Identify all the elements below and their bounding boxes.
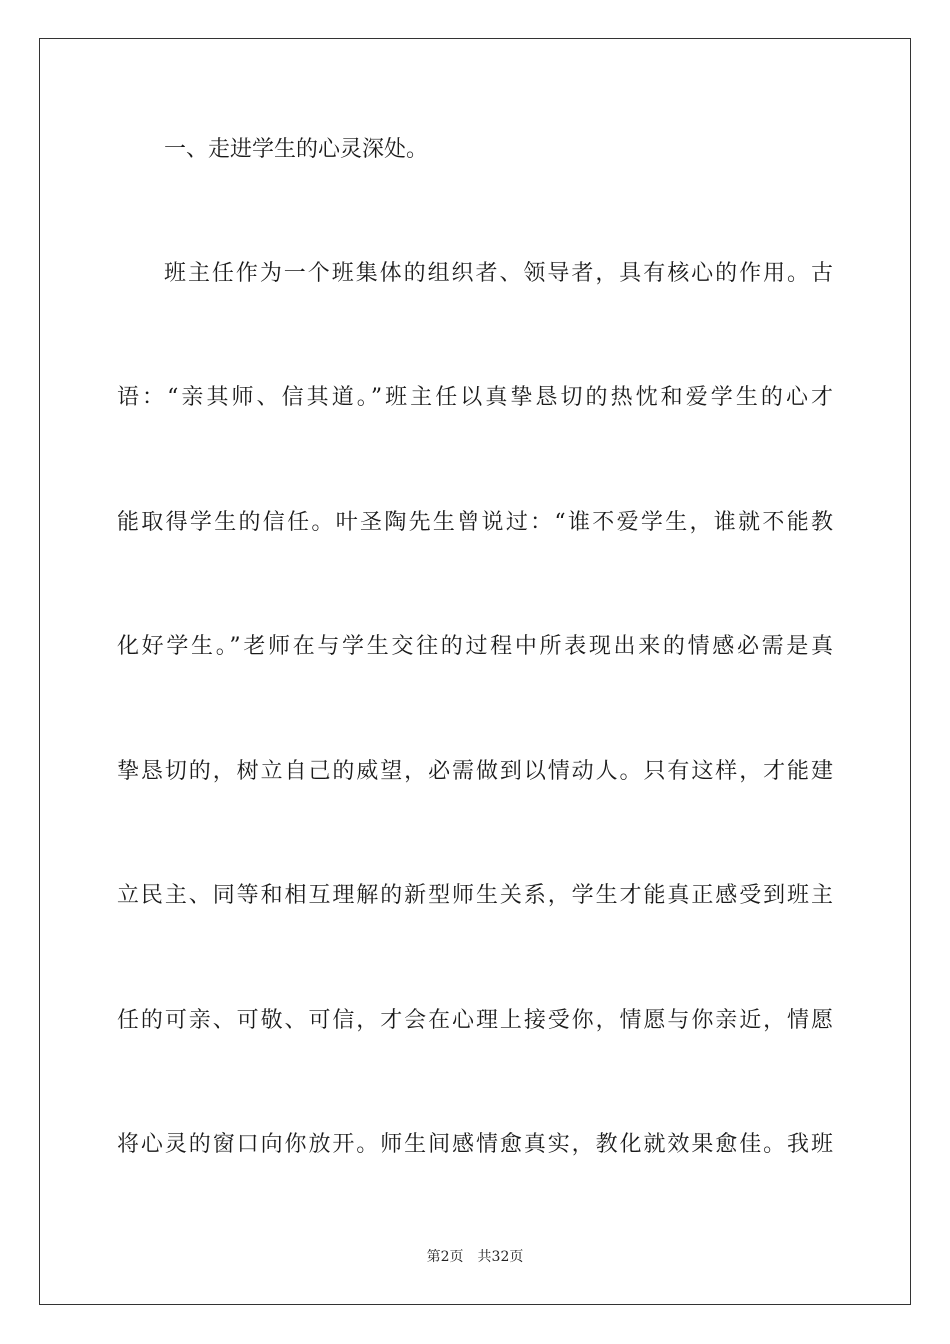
paragraph-line: 任的可亲、可敬、可信，才会在心理上接受你，情愿与你亲近，情愿	[117, 1008, 833, 1033]
paragraph-line: 挚恳切的，树立自己的威望，必需做到以情动人。只有这样，才能建	[117, 759, 833, 784]
page-border	[39, 38, 911, 1305]
paragraph-line: 能取得学生的信任。叶圣陶先生曾说过：“谁不爱学生，谁就不能教	[117, 510, 833, 535]
paragraph-line: 将心灵的窗口向你放开。师生间感情愈真实，教化就效果愈佳。我班	[117, 1132, 833, 1157]
section-heading: 一、走进学生的心灵深处。	[164, 137, 429, 162]
page-total: 共32页	[477, 1249, 524, 1265]
page-number: 第2页	[426, 1249, 464, 1265]
paragraph-line: 语：“亲其师、信其道。”班主任以真挚恳切的热忱和爱学生的心才	[117, 385, 833, 410]
paragraph-line: 化好学生。”老师在与学生交往的过程中所表现出来的情感必需是真	[117, 634, 833, 659]
paragraph-line: 立民主、同等和相互理解的新型师生关系，学生才能真正感受到班主	[117, 883, 833, 908]
page-footer	[0, 1247, 950, 1267]
paragraph-line: 班主任作为一个班集体的组织者、领导者，具有核心的作用。古	[164, 261, 833, 286]
